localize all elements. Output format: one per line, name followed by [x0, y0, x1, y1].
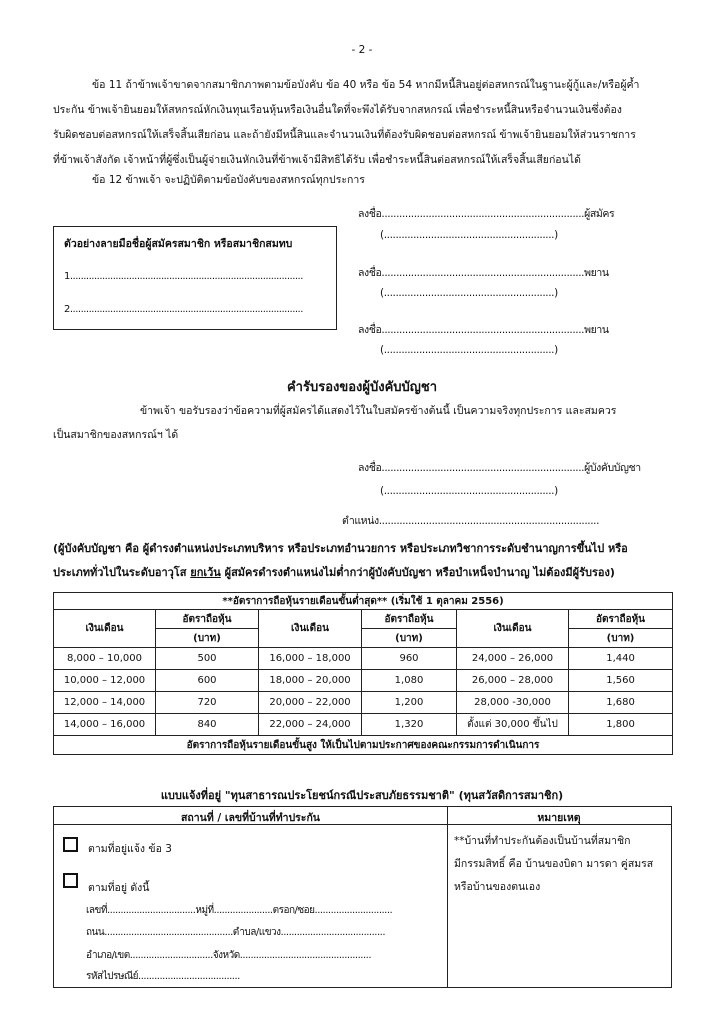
table-cell: 8,000 – 10,000: [54, 648, 156, 670]
postcode-field[interactable]: รหัสไปรษณีย์......................................: [86, 971, 240, 982]
signature-sample-box: [53, 226, 337, 330]
table-cell: 22,000 – 24,000: [259, 714, 362, 736]
clause-11-line: ประกัน ข้าพเจ้ายินยอมให้สหกรณ์หักเงินทุนเรือนหุ้นหรือเงินอื่นใดที่จะพึงได้รับจากสหกรณ์ เพื่อชำระหนี้สินหรือจำนวนเงินซึ่งต้อง: [53, 104, 622, 116]
option-registered-address-checkbox[interactable]: [63, 837, 78, 852]
supervisor-name-line[interactable]: (..........................................................): [380, 485, 558, 497]
table-cell: 1,080: [362, 670, 457, 692]
table-cell: 1,680: [569, 692, 673, 714]
column-header-unit: (บาท): [362, 629, 457, 648]
table-cell: 960: [362, 648, 457, 670]
table-cell: ตั้งแต่ 30,000 ขึ้นไป: [457, 714, 569, 736]
table-row: [54, 670, 673, 692]
witness-2-signature-line[interactable]: ลงชื่อ.....................................................................พยาน: [358, 324, 609, 336]
table-cell: 1,320: [362, 714, 457, 736]
column-divider: [447, 807, 448, 987]
option-custom-address-checkbox[interactable]: [63, 873, 78, 888]
column-header-salary: เงินเดือน: [54, 610, 156, 648]
page-number: - 2 -: [351, 44, 373, 56]
column-header-salary: เงินเดือน: [457, 610, 569, 648]
table-cell: 1,800: [569, 714, 673, 736]
clause-11-line: ที่ข้าพเจ้าสังกัด เจ้าหน้าที่ผู้ซึ่งเป็นผู้จ่ายเงินหักเงินที่ข้าพเจ้ามีสิทธิได้รับ เพื่อชำระหนี้สินต่อสหกรณ์ให้เสร็จสิ้นเสียก่อนได้: [53, 154, 581, 166]
table-cell: 16,000 – 18,000: [259, 648, 362, 670]
table-cell: 1,200: [362, 692, 457, 714]
supervisor-note-text: ผู้สมัครดำรงตำแหน่งไม่ต่ำกว่าผู้บังคับบัญชา หรือบำเหน็จบำนาญ ไม่ต้องมีผู้รับรอง): [220, 566, 615, 579]
clause-11-line: รับผิดชอบต่อสหกรณ์ให้เสร็จสิ้นเสียก่อน และถ้ายังมีหนี้สินและจำนวนเงินที่ต้องรับผิดชอบต่อสหกรณ์ ข้าพเจ้ายินยอมให้ส่วนราชการ: [53, 129, 636, 141]
table-cell: 840: [156, 714, 259, 736]
table-cell: 1,560: [569, 670, 673, 692]
remark-line: มีกรรมสิทธิ์ คือ บ้านของบิดา มารดา คู่สมรส: [454, 858, 654, 870]
witness-1-name-line[interactable]: (..........................................................): [380, 287, 558, 299]
house-number-field[interactable]: เลขที่.................................หมู่ที่......................ตรอก/ซอย.............................: [86, 905, 393, 916]
supervisor-note-text: ประเภททั่วไปในระดับอาวุโส: [53, 566, 191, 579]
remark-line: หรือบ้านของตนเอง: [454, 881, 541, 893]
share-rate-table-footer: อัตราการถือหุ้นรายเดือนขั้นสูง ให้เป็นไปตามประกาศของคณะกรรมการดำเนินการ: [54, 736, 673, 755]
supervisor-note-line-1: (ผู้บังคับบัญชา คือ ผู้ดำรงตำแหน่งประเภทบริหาร หรือประเภทอำนวยการ หรือประเภทวิชาการระดับชำนาญการขึ้นไป หรือ: [53, 542, 628, 555]
table-cell: 10,000 – 12,000: [54, 670, 156, 692]
column-header-unit: (บาท): [569, 629, 673, 648]
applicant-signature-line[interactable]: ลงชื่อ.....................................................................ผู้สมัคร: [358, 208, 615, 220]
road-subdistrict-field[interactable]: ถนน................................................ตำบล/แขวง.......................................: [86, 927, 386, 938]
column-header-place: สถานที่ / เลขที่บ้านที่ทำประกัน: [181, 812, 320, 824]
table-cell: 720: [156, 692, 259, 714]
signature-sample-line-1[interactable]: 1.......................................................................................: [64, 271, 303, 282]
remark-line: **บ้านที่ทำประกันต้องเป็นบ้านที่สมาชิก: [454, 835, 631, 847]
supervisor-position-line[interactable]: ตำแหน่ง...........................................................................: [342, 515, 600, 527]
clause-12: ข้อ 12 ข้าพเจ้า จะปฏิบัติตามข้อบังคับของสหกรณ์ทุกประการ: [92, 174, 365, 186]
table-cell: 500: [156, 648, 259, 670]
certification-text-line-2: เป็นสมาชิกของสหกรณ์ฯ ได้: [53, 429, 179, 441]
supervisor-note-line-2: [53, 563, 615, 581]
clause-11-line: ข้อ 11 ถ้าข้าพเจ้าขาดจากสมาชิกภาพตามข้อบังคับ ข้อ 40 หรือ ข้อ 54 หากมีหนี้สินอยู่ต่อสหกรณ์ในฐานะผู้กู้และ/หรือผู้ค้ำ: [92, 79, 640, 91]
table-cell: 18,000 – 20,000: [259, 670, 362, 692]
option-registered-address-label: ตามที่อยู่แจ้ง ข้อ 3: [88, 843, 172, 855]
signature-sample-line-2[interactable]: 2.......................................................................................: [64, 304, 303, 315]
table-cell: 24,000 – 26,000: [457, 648, 569, 670]
table-cell: 1,440: [569, 648, 673, 670]
district-province-field[interactable]: อำเภอ/เขต...............................จังหวัด.................................................: [86, 950, 371, 961]
column-header-rate: อัตราถือหุ้น: [569, 610, 673, 629]
column-header-salary: เงินเดือน: [259, 610, 362, 648]
address-form-title: แบบแจ้งที่อยู่ "ทุนสาธารณประโยชน์กรณีประสบภัยธรรมชาติ" (ทุนสวัสดิการสมาชิก): [160, 789, 564, 802]
column-header-rate: อัตราถือหุ้น: [156, 610, 259, 629]
table-cell: 28,000 -30,000: [457, 692, 569, 714]
share-rate-table-caption: **อัตราการถือหุ้นรายเดือนขั้นต่ำสุด** (เริ่มใช้ 1 ตุลาคม 2556): [54, 593, 673, 610]
applicant-name-line[interactable]: (..........................................................): [380, 229, 558, 241]
address-form-table: [53, 806, 672, 988]
certification-text-line-1: ข้าพเจ้า ขอรับรองว่าข้อความที่ผู้สมัครได้แสดงไว้ในใบสมัครข้างต้นนี้ เป็นความจริงทุกประการ และสมควร: [140, 405, 617, 417]
table-cell: 12,000 – 14,000: [54, 692, 156, 714]
column-header-rate: อัตราถือหุ้น: [362, 610, 457, 629]
witness-1-signature-line[interactable]: ลงชื่อ.....................................................................พยาน: [358, 267, 609, 279]
supervisor-note-exception: ยกเว้น: [190, 566, 221, 579]
table-row: [54, 692, 673, 714]
table-row: [54, 714, 673, 736]
table-cell: 14,000 – 16,000: [54, 714, 156, 736]
certification-heading: คำรับรองของผู้บังคับบัญชา: [286, 380, 438, 395]
table-cell: 26,000 – 28,000: [457, 670, 569, 692]
signature-sample-title: ตัวอย่างลายมือชื่อผู้สมัครสมาชิก หรือสมาชิกสมทบ: [64, 238, 293, 250]
option-custom-address-label: ตามที่อยู่ ดังนี้: [88, 882, 150, 894]
share-rate-table: [53, 592, 673, 755]
column-header-remark: หมายเหตุ: [537, 812, 581, 824]
table-row: [54, 648, 673, 670]
supervisor-signature-line[interactable]: ลงชื่อ.....................................................................ผู้บังคับบัญชา: [358, 462, 641, 474]
witness-2-name-line[interactable]: (..........................................................): [380, 344, 558, 356]
table-cell: 600: [156, 670, 259, 692]
table-cell: 20,000 – 22,000: [259, 692, 362, 714]
column-header-unit: (บาท): [156, 629, 259, 648]
